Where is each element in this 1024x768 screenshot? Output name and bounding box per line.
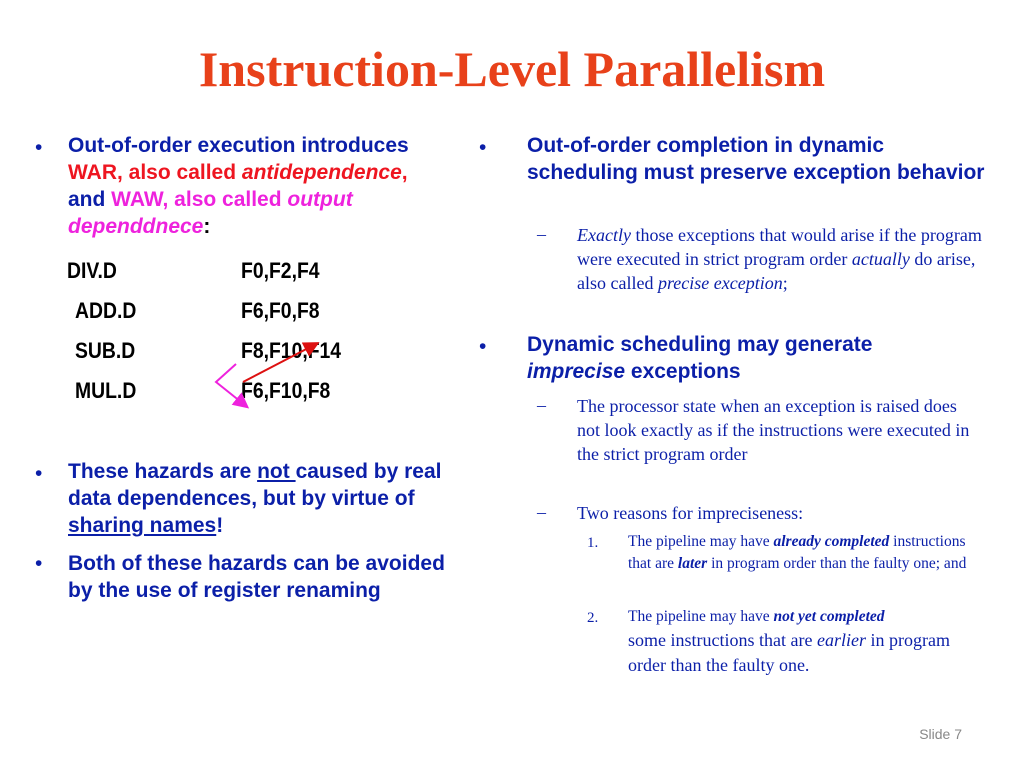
sub-processor-state: The processor state when an exception is raised does not look exactly as if the instructions were executed in the strict program order xyxy=(577,396,970,464)
code-op-4: MUL.D xyxy=(75,378,137,403)
text-ooo-intro: Out-of-order execution introduces xyxy=(68,134,409,157)
text-hazards-are: These hazards are xyxy=(68,460,258,483)
code-regs-2: F6,F0,F8 xyxy=(241,298,320,323)
text-exceptions: exceptions xyxy=(625,360,741,383)
right-bullet-completion: Out-of-order completion in dynamic scheduling must preserve exception behavior xyxy=(527,134,985,184)
slide-number: Slide 7 xyxy=(919,726,962,742)
code-op-3: SUB.D xyxy=(75,338,136,363)
number-2: 2. xyxy=(587,610,599,626)
text-r2-a: The pipeline may have xyxy=(628,608,774,625)
left-bullet-not-caused xyxy=(68,458,483,539)
dash-marker: – xyxy=(537,224,546,244)
text-not-yet-completed: not yet completed xyxy=(773,608,885,625)
reason-1 xyxy=(628,531,978,575)
text-exactly: Exactly xyxy=(577,225,631,245)
text-imprecise: imprecise xyxy=(527,360,626,383)
text-and: and xyxy=(68,188,112,211)
right-bullet-imprecise xyxy=(527,331,967,385)
dependence-arrows xyxy=(200,330,340,420)
text-exclaim: ! xyxy=(216,514,224,537)
left-bullet-renaming: Both of these hazards can be avoided by the use of register renaming xyxy=(68,552,445,602)
waw-arrow xyxy=(216,364,246,406)
code-regs-3: F8,F10,F14 xyxy=(241,338,342,363)
text-dependence: dependdnece xyxy=(68,215,204,238)
text-exactly-rest: those exceptions that would arise if the program were executed in strict program order xyxy=(577,225,982,269)
left-bullet-war-waw xyxy=(68,132,508,240)
text-precise-exception: precise exception xyxy=(657,273,783,293)
text-antidependence: antidependence xyxy=(241,161,402,184)
bullet-marker: • xyxy=(35,136,43,159)
reason-2 xyxy=(628,606,978,678)
text-colon: : xyxy=(203,215,211,238)
text-actually: actually xyxy=(851,249,910,269)
sub-two-reasons: Two reasons for impreciseness: xyxy=(577,503,804,523)
slide-title: Instruction-Level Parallelism xyxy=(198,41,826,97)
text-already-completed: already completed xyxy=(773,533,890,550)
text-also-called-2: also called xyxy=(168,188,288,211)
text-also-called-1: also called xyxy=(122,161,242,184)
text-comma: , xyxy=(401,161,408,184)
code-op-1: DIV.D xyxy=(67,258,117,283)
dash-marker: – xyxy=(537,395,546,415)
bullet-marker: • xyxy=(35,552,43,575)
code-regs-4: F6,F10,F8 xyxy=(241,378,331,403)
bullet-marker: • xyxy=(479,335,487,358)
war-arrow xyxy=(243,344,316,382)
text-output: output xyxy=(287,188,353,211)
code-op-2: ADD.D xyxy=(75,298,137,323)
dash-marker: – xyxy=(537,502,546,522)
text-sharing-names: sharing names xyxy=(68,514,217,537)
text-later: later xyxy=(677,555,708,572)
text-earlier: earlier xyxy=(816,630,866,650)
bullet-marker: • xyxy=(479,136,487,159)
number-1: 1. xyxy=(587,535,599,551)
text-r2-b: some instructions that are xyxy=(628,630,817,650)
text-r1-c: in program order than the faulty one; and xyxy=(707,555,967,572)
text-r1-b: instructions that are xyxy=(628,533,966,572)
text-semicolon: ; xyxy=(782,273,788,293)
text-dynamic-may: Dynamic scheduling may generate xyxy=(527,333,873,356)
text-war: WAR, xyxy=(68,161,123,184)
code-regs-1: F0,F2,F4 xyxy=(241,258,320,283)
text-not: not xyxy=(257,460,296,483)
sub-precise-exception xyxy=(577,223,992,295)
text-r1-a: The pipeline may have xyxy=(628,533,774,550)
text-r2-c: in program order than the faulty one. xyxy=(628,630,950,675)
text-caused-by: caused by real data dependences, but by virtue of xyxy=(68,460,442,510)
bullet-marker: • xyxy=(35,462,43,485)
text-also-called: do arise, also called xyxy=(577,249,976,293)
text-waw: WAW, xyxy=(111,188,169,211)
